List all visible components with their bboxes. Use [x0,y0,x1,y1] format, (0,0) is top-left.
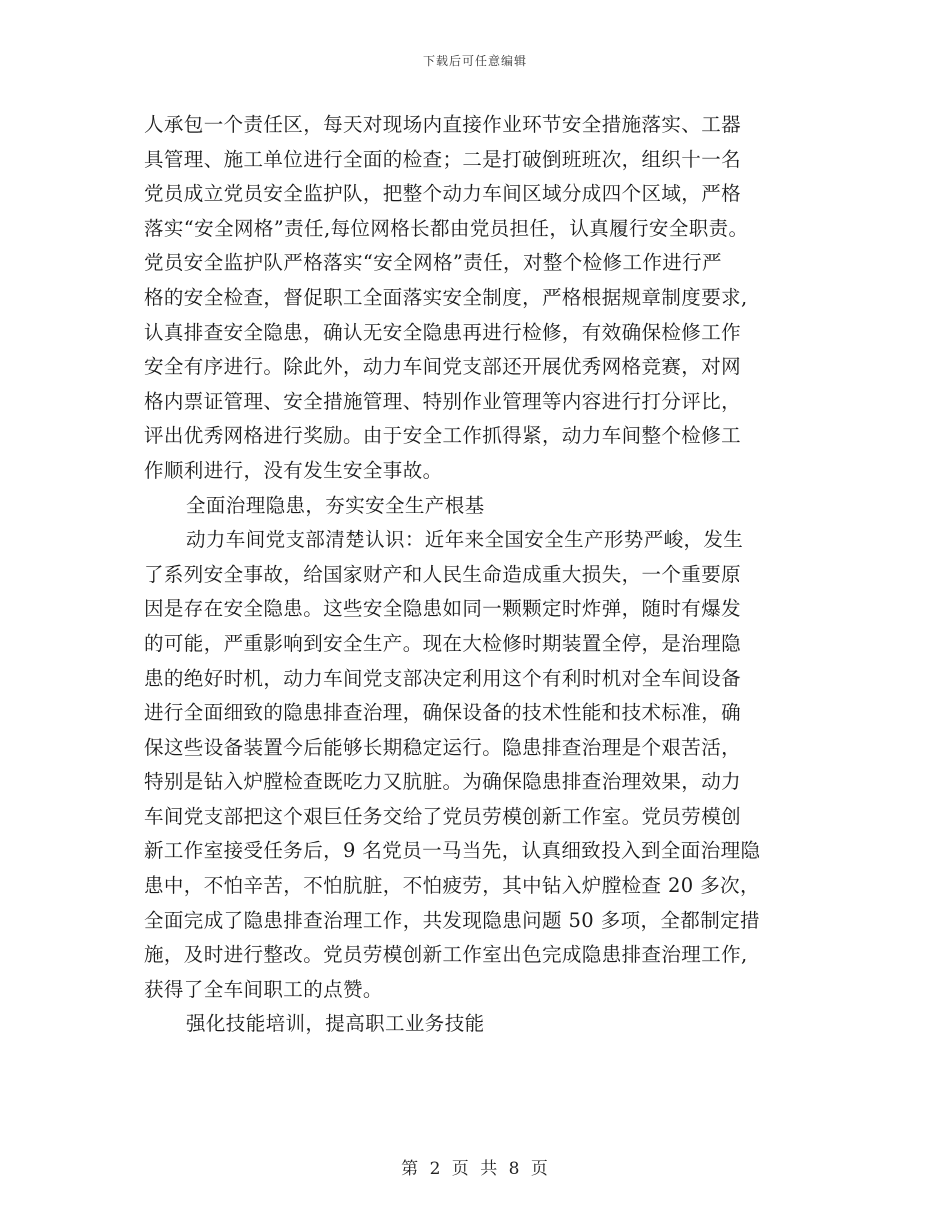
paragraph-line: 全面完成了隐患排查治理工作，共发现隐患问题 50 多项，全都制定措 [144,908,760,932]
paragraph-line: 评出优秀网格进行奖励。由于安全工作抓得紧，动力车间整个检修工 [144,424,742,448]
paragraph-line: 认真排查安全隐患，确认无安全隐患再进行检修，有效确保检修工作 [144,320,742,344]
paragraph-line: 进行全面细致的隐患排查治理，确保设备的技术性能和技术标准，确 [144,701,742,725]
paragraph-line: 因是存在安全隐患。这些安全隐患如同一颗颗定时炸弹，随时有爆发 [144,597,742,621]
page-header-note: 下载后可任意编辑 [422,54,527,68]
paragraph-line: 保这些设备装置今后能够长期稳定运行。隐患排查治理是个艰苦活， [144,735,742,759]
paragraph-line: 特别是钻入炉膛检查既吃力又肮脏。为确保隐患排查治理效果，动力 [144,770,742,794]
paragraph-line: 作顺利进行，没有发生安全事故。 [144,458,443,482]
section-heading: 全面治理隐患，夯实安全生产根基 [186,493,485,517]
page-number: 第 2 页 共 8 页 [401,1159,549,1179]
paragraph-line: 党员成立党员安全监护队，把整个动力车间区域分成四个区域，严格 [144,182,742,206]
section-heading: 强化技能培训，提高职工业务技能 [186,1012,485,1036]
paragraph-line: 安全有序进行。除此外，动力车间党支部还开展优秀网格竞赛，对网 [144,355,742,379]
paragraph-line: 动力车间党支部清楚认识：近年来全国安全生产形势严峻，发生 [186,528,744,552]
paragraph-line: 新工作室接受任务后，9 名党员一马当先，认真细致投入到全面治理隐 [144,839,761,863]
paragraph-line: 格的安全检查，督促职工全面落实安全制度，严格根据规章制度要求, [144,285,748,309]
document-body [144,108,834,1042]
paragraph-line: 了系列安全事故，给国家财产和人民生命造成重大损失，一个重要原 [144,562,742,586]
paragraph-line: 落实“安全网格”责任,每位网格长都由党员担任，认真履行安全职责。 [144,216,749,240]
paragraph-line: 患中，不怕辛苦，不怕肮脏，不怕疲劳，其中钻入炉膛检查 20 多次， [144,874,760,898]
paragraph-line: 获得了全车间职工的点赞。 [144,977,383,1001]
paragraph-line: 的可能，严重影响到安全生产。现在大检修时期装置全停，是治理隐 [144,631,742,655]
paragraph-line: 车间党支部把这个艰巨任务交给了党员劳模创新工作室。党员劳模创 [144,804,742,828]
paragraph-line: 具管理、施工单位进行全面的检查；二是打破倒班班次，组织十一名 [144,147,742,171]
paragraph-line: 人承包一个责任区，每天对现场内直接作业环节安全措施落实、工器 [144,113,742,136]
paragraph-line: 施，及时进行整改。党员劳模创新工作室出色完成隐患排查治理工作, [144,943,748,967]
paragraph-line: 患的绝好时机，动力车间党支部决定利用这个有利时机对全车间设备 [144,666,742,690]
paragraph-line: 格内票证管理、安全措施管理、特别作业管理等内容进行打分评比， [144,389,742,413]
paragraph-line: 党员安全监护队严格落实“安全网格”责任，对整个检修工作进行严 [144,251,722,275]
